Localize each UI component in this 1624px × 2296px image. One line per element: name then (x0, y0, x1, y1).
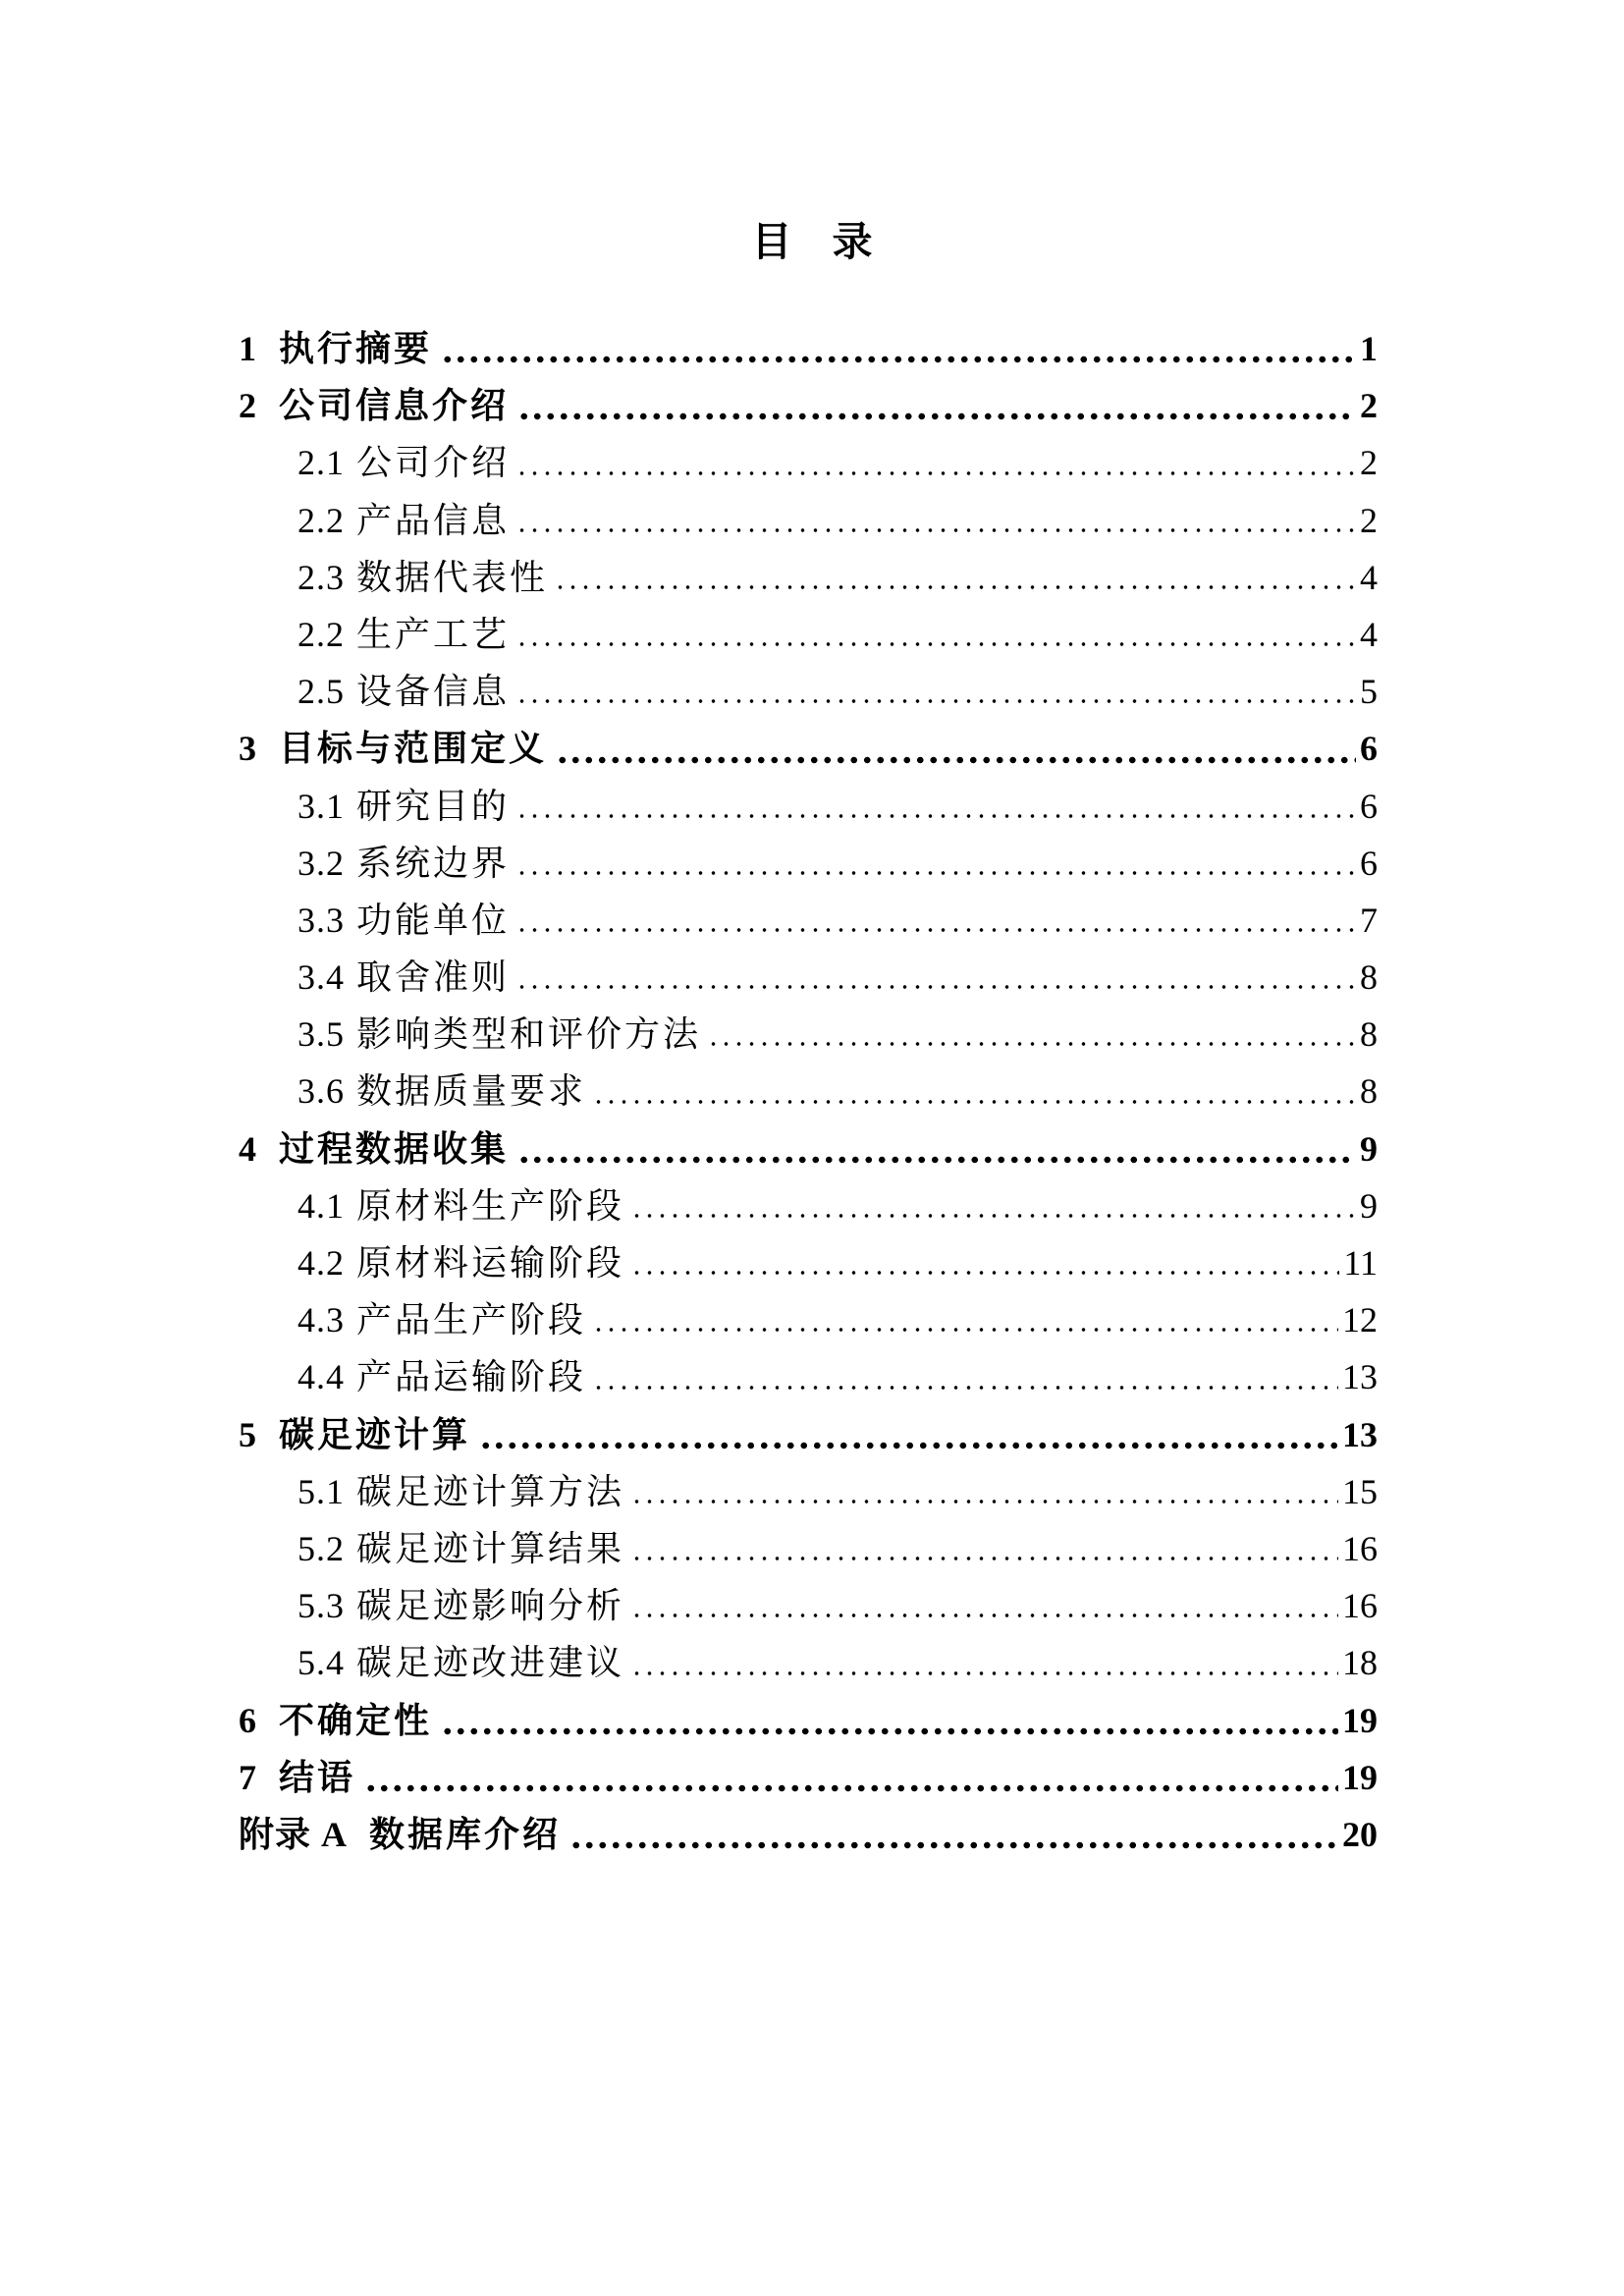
toc-entry-page: 2 (1360, 443, 1378, 483)
toc-entry-number: 3 (239, 729, 257, 769)
toc-entry-label: 产品生产阶段 (356, 1300, 587, 1340)
toc-entry-page: 9 (1360, 1185, 1378, 1226)
dot-leader (556, 720, 1356, 777)
toc-entry-label: 影响类型和评价方法 (356, 1014, 702, 1055)
toc-entry-page: 6 (1360, 786, 1378, 826)
dot-leader (630, 1463, 1338, 1520)
toc-entry-page: 6 (1360, 729, 1378, 769)
toc-entry-number: 3.5 (298, 1014, 345, 1055)
toc-entry-number: 2.5 (298, 672, 345, 712)
dot-leader (630, 1577, 1338, 1634)
toc-entry-label: 原材料运输阶段 (356, 1243, 625, 1283)
toc-entry-page: 12 (1342, 1300, 1378, 1340)
toc-entry-page: 2 (1360, 386, 1378, 426)
toc-entry-label: 取舍准则 (356, 957, 511, 998)
toc-entry-number: 2.2 (298, 614, 345, 654)
toc-entry-number: 5.3 (298, 1586, 345, 1626)
toc-entry-label: 研究目的 (356, 786, 511, 826)
toc-entry[interactable] (239, 377, 1378, 434)
dot-leader (515, 778, 1356, 835)
toc-entry-page: 16 (1342, 1528, 1378, 1568)
toc-entry-page: 8 (1360, 957, 1378, 998)
dot-leader (630, 1634, 1338, 1691)
toc-entry[interactable] (239, 1063, 1378, 1120)
toc-entry-page: 5 (1360, 672, 1378, 712)
toc-entry[interactable] (239, 606, 1378, 663)
toc-entry-number: 4.4 (298, 1357, 345, 1397)
toc-entry-page: 20 (1342, 1814, 1378, 1854)
toc-entry-page: 13 (1342, 1414, 1378, 1454)
dot-leader (630, 1234, 1339, 1291)
toc-entry-label: 不确定性 (279, 1700, 433, 1740)
toc-entry[interactable] (239, 434, 1378, 491)
toc-entry-page: 8 (1360, 1014, 1378, 1055)
toc-entry-label: 碳足迹计算 (279, 1414, 471, 1454)
toc-entry-number: 2 (239, 386, 257, 426)
dot-leader (592, 1291, 1338, 1348)
dot-leader (630, 1177, 1356, 1234)
toc-entry[interactable] (239, 320, 1378, 377)
toc-entry[interactable] (239, 663, 1378, 720)
toc-entry[interactable] (239, 1749, 1378, 1806)
toc-entry[interactable] (239, 720, 1378, 777)
dot-leader (515, 663, 1356, 720)
toc-entry-number: 3.3 (298, 900, 345, 940)
toc-entry[interactable] (239, 1406, 1378, 1463)
dot-leader (515, 434, 1356, 491)
toc-entry[interactable] (239, 835, 1378, 892)
toc-entry-page: 4 (1360, 557, 1378, 597)
page-title: 目 录 (751, 219, 873, 264)
toc-entry-number: 4.3 (298, 1300, 345, 1340)
toc-entry-label: 过程数据收集 (279, 1128, 510, 1169)
toc-entry[interactable] (239, 1006, 1378, 1063)
toc-entry-page: 11 (1343, 1243, 1378, 1283)
toc-entry-number: 2.2 (298, 500, 345, 540)
toc-entry-label: 数据质量要求 (356, 1071, 587, 1112)
toc-entry-number: 4.2 (298, 1243, 345, 1283)
toc-entry[interactable] (239, 492, 1378, 549)
toc-entry-page: 16 (1342, 1586, 1378, 1626)
toc-entry-number: 5.2 (298, 1528, 345, 1568)
toc-entry-number: 4 (239, 1128, 257, 1169)
toc-entry-page: 2 (1360, 500, 1378, 540)
toc-entry[interactable] (239, 1520, 1378, 1577)
dot-leader (479, 1406, 1338, 1463)
toc-entry-page: 15 (1342, 1471, 1378, 1511)
toc-entry-page: 6 (1360, 843, 1378, 883)
toc-entry-page: 13 (1342, 1357, 1378, 1397)
toc-entry-page: 19 (1342, 1700, 1378, 1740)
toc-entry[interactable] (239, 1692, 1378, 1749)
dot-leader (592, 1063, 1356, 1120)
toc-entry-number: 3.1 (298, 786, 345, 826)
toc-entry-number: 1 (239, 329, 257, 368)
toc-entry-label: 公司介绍 (356, 443, 511, 483)
toc-entry-label: 数据库介绍 (369, 1814, 562, 1854)
dot-leader (592, 1348, 1338, 1405)
toc-entry[interactable] (239, 1634, 1378, 1691)
dot-leader (441, 320, 1356, 377)
toc-entry-label: 系统边界 (356, 843, 511, 883)
toc-entry-page: 8 (1360, 1071, 1378, 1112)
toc-entry[interactable] (239, 1177, 1378, 1234)
toc-entry-number: 附录 A (239, 1814, 348, 1854)
toc-entry-label: 结语 (279, 1757, 356, 1797)
toc-entry-label: 生产工艺 (356, 614, 511, 654)
toc-entry[interactable] (239, 1291, 1378, 1348)
dot-leader (707, 1006, 1356, 1063)
toc-entry[interactable] (239, 1121, 1378, 1177)
toc-entry-label: 数据代表性 (356, 557, 549, 597)
toc-entry-number: 3.2 (298, 843, 345, 883)
toc-entry-label: 公司信息介绍 (279, 386, 510, 426)
toc-entry-label: 碳足迹影响分析 (356, 1586, 625, 1626)
toc-entry[interactable] (239, 1577, 1378, 1634)
toc-entry[interactable] (239, 549, 1378, 606)
table-of-contents (239, 320, 1378, 1863)
toc-entry-number: 6 (239, 1700, 257, 1740)
toc-entry-number: 5 (239, 1414, 257, 1454)
dot-leader (630, 1520, 1338, 1577)
dot-leader (441, 1692, 1338, 1749)
toc-entry-number: 5.1 (298, 1471, 345, 1511)
toc-entry-label: 功能单位 (356, 900, 511, 940)
toc-entry-label: 产品信息 (356, 500, 511, 540)
dot-leader (517, 377, 1356, 434)
dot-leader (515, 606, 1356, 663)
toc-entry-page: 9 (1360, 1128, 1378, 1169)
dot-leader (364, 1749, 1338, 1806)
toc-entry-label: 目标与范围定义 (279, 729, 548, 769)
toc-entry-page: 19 (1342, 1757, 1378, 1797)
toc-entry-number: 3.6 (298, 1071, 345, 1112)
toc-entry-label: 执行摘要 (279, 329, 433, 368)
toc-entry[interactable] (239, 1234, 1378, 1291)
toc-entry[interactable] (239, 949, 1378, 1006)
dot-leader (515, 949, 1356, 1006)
toc-entry-label: 碳足迹计算方法 (356, 1471, 625, 1511)
toc-entry[interactable] (239, 892, 1378, 949)
toc-entry-number: 3.4 (298, 957, 345, 998)
toc-entry-number: 7 (239, 1757, 257, 1797)
toc-entry-number: 5.4 (298, 1643, 345, 1683)
dot-leader (517, 1121, 1356, 1177)
toc-entry-page: 18 (1342, 1643, 1378, 1683)
toc-entry-label: 碳足迹计算结果 (356, 1528, 625, 1568)
toc-entry-number: 4.1 (298, 1185, 345, 1226)
dot-leader (515, 835, 1356, 892)
dot-leader (515, 492, 1356, 549)
toc-entry[interactable] (239, 1806, 1378, 1863)
toc-entry-number: 2.3 (298, 557, 345, 597)
toc-entry-page: 7 (1360, 900, 1378, 940)
dot-leader (515, 892, 1356, 949)
toc-entry-label: 碳足迹改进建议 (356, 1643, 625, 1683)
toc-entry-label: 设备信息 (356, 672, 511, 712)
toc-entry[interactable] (239, 1348, 1378, 1405)
dot-leader (569, 1806, 1338, 1863)
toc-entry-label: 原材料生产阶段 (356, 1185, 625, 1226)
toc-entry-label: 产品运输阶段 (356, 1357, 587, 1397)
toc-entry-page: 1 (1360, 329, 1378, 368)
toc-entry-number: 2.1 (298, 443, 345, 483)
toc-entry[interactable] (239, 1463, 1378, 1520)
toc-entry[interactable] (239, 778, 1378, 835)
dot-leader (554, 549, 1356, 606)
toc-entry-page: 4 (1360, 614, 1378, 654)
